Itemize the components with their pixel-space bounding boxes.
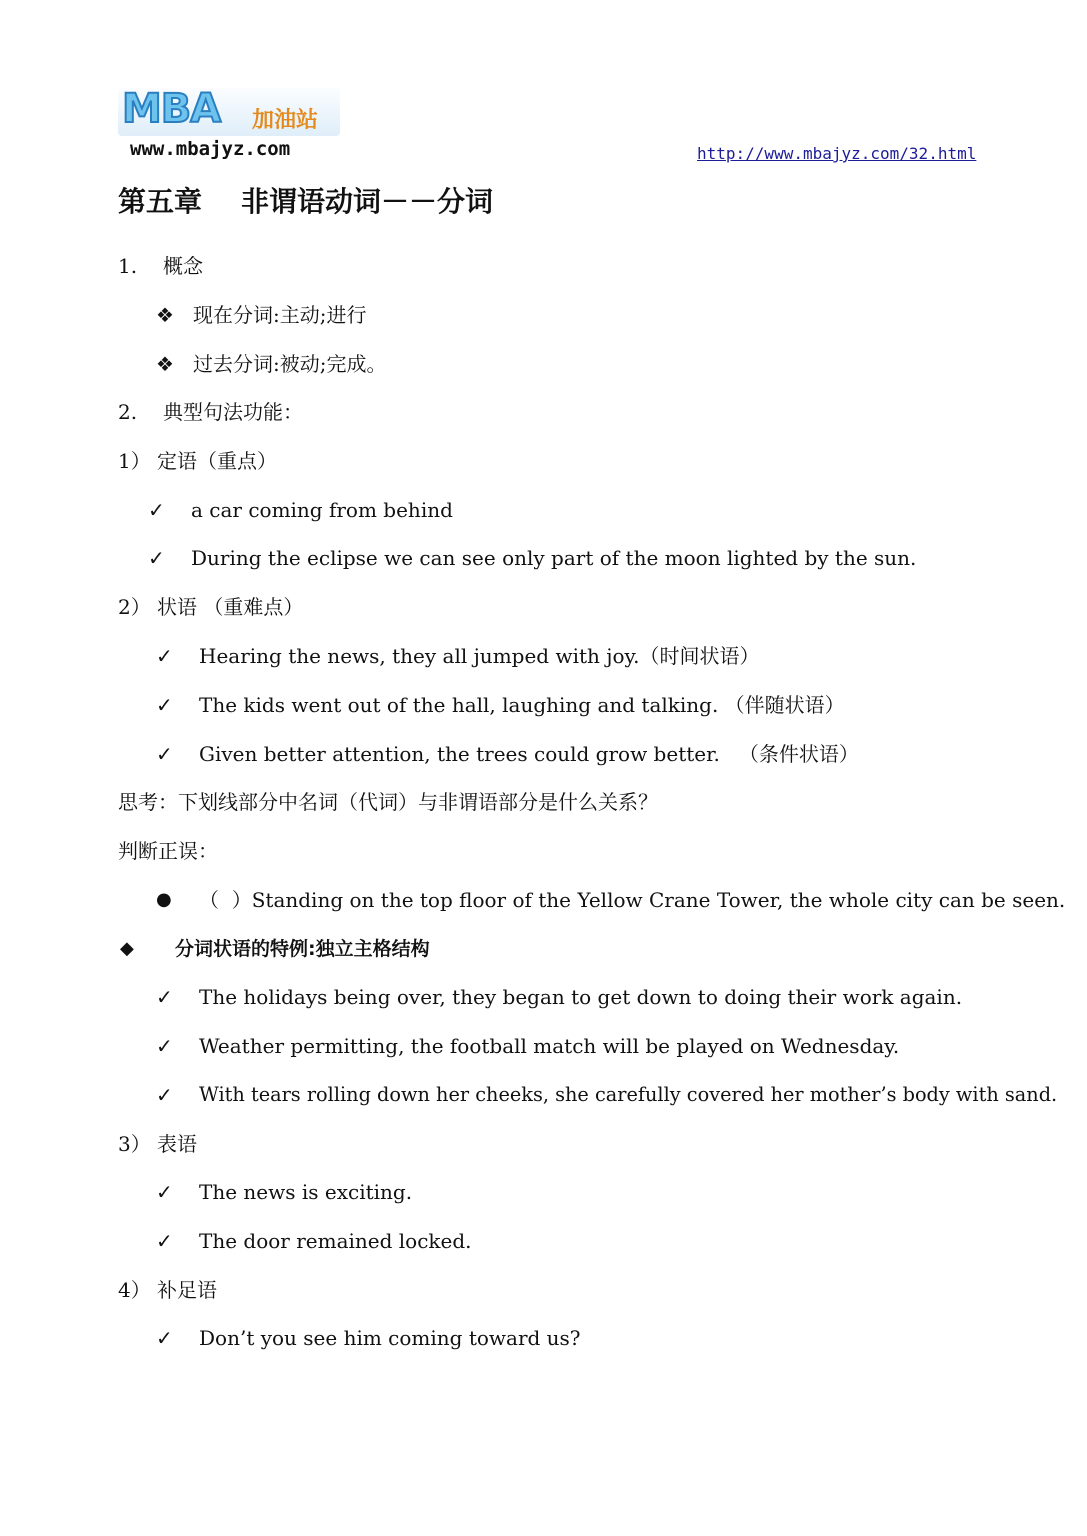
check-icon: ✓ bbox=[156, 693, 173, 717]
logo-mba-text: MBA bbox=[122, 86, 221, 132]
logo-site-text: www.mbajyz.com bbox=[130, 138, 291, 160]
part-1-label: 定语（重点） bbox=[157, 449, 277, 473]
judge-heading: 判断正误： bbox=[118, 839, 218, 863]
part-4-label: 补足语 bbox=[157, 1278, 217, 1302]
list-item: 过去分词:被动;完成。 bbox=[193, 352, 387, 376]
bullet-icon: ● bbox=[156, 889, 172, 910]
check-icon: ✓ bbox=[156, 644, 173, 668]
logo-banner bbox=[118, 88, 340, 136]
check-icon: ✓ bbox=[156, 1229, 173, 1253]
section-1-number: 1. bbox=[118, 254, 138, 278]
list-item: 现在分词:主动;进行 bbox=[193, 303, 367, 327]
part-2-number: 2） bbox=[118, 595, 151, 619]
special-case-heading: 分词状语的特例:独立主格结构 bbox=[175, 938, 430, 960]
part-4-number: 4） bbox=[118, 1278, 151, 1302]
check-icon: ✓ bbox=[156, 985, 173, 1009]
part-1-number: 1） bbox=[118, 449, 151, 473]
check-icon: ✓ bbox=[156, 1083, 173, 1107]
check-icon: ✓ bbox=[156, 742, 173, 766]
check-icon: ✓ bbox=[156, 1034, 173, 1058]
example-sentence: Don’t you see him coming toward us? bbox=[199, 1326, 581, 1350]
chapter-title: 第五章 非谓语动词－－分词 bbox=[118, 185, 493, 218]
check-icon: ✓ bbox=[156, 1326, 173, 1350]
diamond-icon: ◆ bbox=[120, 938, 134, 959]
check-icon: ✓ bbox=[148, 498, 165, 522]
think-question: 思考：下划线部分中名词（代词）与非谓语部分是什么关系？ bbox=[118, 790, 658, 814]
check-icon: ✓ bbox=[148, 546, 165, 570]
example-sentence: a car coming from behind bbox=[191, 498, 453, 522]
example-sentence: The kids went out of the hall, laughing and talking. （伴随状语） bbox=[199, 693, 845, 717]
example-sentence: The door remained locked. bbox=[199, 1229, 472, 1253]
example-sentence: With tears rolling down her cheeks, she carefully covered her mother’s body with sand. bbox=[199, 1083, 1058, 1106]
diamond-bullet-icon: ❖ bbox=[156, 303, 174, 327]
section-2-label: 典型句法功能： bbox=[163, 400, 303, 424]
judge-sentence: （ ）Standing on the top floor of the Yellow Crane Tower, the whole city can be seen. bbox=[199, 888, 1066, 912]
section-1-label: 概念 bbox=[163, 254, 203, 278]
header-url-link[interactable]: http://www.mbajyz.com/32.html bbox=[697, 144, 977, 163]
example-sentence: Hearing the news, they all jumped with joy.（时间状语） bbox=[199, 644, 760, 668]
part-3-number: 3） bbox=[118, 1132, 151, 1156]
example-sentence: During the eclipse we can see only part of the moon lighted by the sun. bbox=[191, 546, 917, 570]
example-sentence: Weather permitting, the football match will be played on Wednesday. bbox=[199, 1034, 900, 1058]
part-3-label: 表语 bbox=[157, 1132, 197, 1156]
diamond-bullet-icon: ❖ bbox=[156, 352, 174, 376]
site-logo bbox=[118, 88, 340, 164]
example-sentence: Given better attention, the trees could grow better. （条件状语） bbox=[199, 742, 859, 766]
section-2-number: 2. bbox=[118, 400, 138, 424]
example-sentence: The holidays being over, they began to get down to doing their work again. bbox=[199, 985, 963, 1009]
check-icon: ✓ bbox=[156, 1180, 173, 1204]
example-sentence: The news is exciting. bbox=[199, 1180, 413, 1204]
logo-cn-text: 加油站 bbox=[252, 108, 319, 133]
part-2-label: 状语 （重难点） bbox=[157, 595, 304, 619]
